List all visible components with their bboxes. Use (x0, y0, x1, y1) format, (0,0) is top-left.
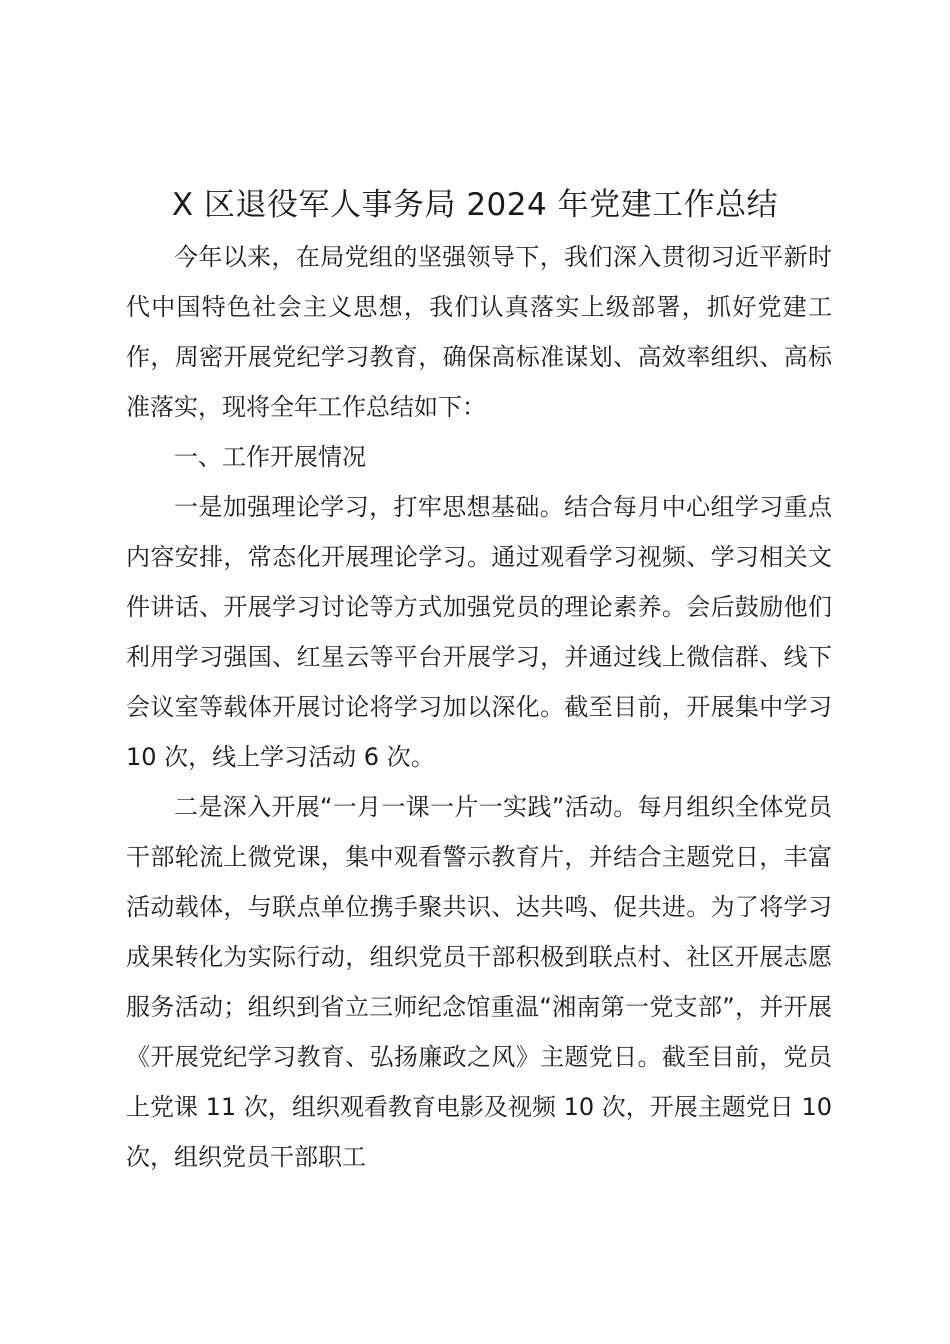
body-paragraph-theory-study: 一是加强理论学习，打牢思想基础。结合每月中心组学习重点内容安排，常态化开展理论学习。通过观看学习视频、学习相关文件讲话、开展学习讨论等方式加强党员的理论素养。会后鼓励他们利用学习强国、红星云等平台开展学习，并通过线上微信群、线下会议室等载体开展讨论将学习加以深化。截至目前，开展集中学习 10 次，线上学习活动 6 次。 (126, 493, 832, 771)
body-paragraph-monthly-activity: 二是深入开展“一月一课一片一实践”活动。每月组织全体党员干部轮流上微党课，集中观看警示教育片，并结合主题党日，丰富活动载体，与联点单位携手聚共识、达共鸣、促共进。为了将学习成果转化为实际行动，组织党员干部积极到联点村、社区开展志愿服务活动；组织到省立三师纪念馆重温“湘南第一党支部”，并开展《开展党纪学习教育、弘扬廉政之风》主题党日。截至目前，党员上党课 11 次，组织观看教育电影及视频 10 次，开展主题党日 10 次，组织党员干部职工 (126, 793, 832, 1171)
document-body (126, 232, 832, 1182)
intro-paragraph: 今年以来，在局党组的坚强领导下，我们深入贯彻习近平新时代中国特色社会主义思想，我们认真落实上级部署，抓好党建工作，周密开展党纪学习教育，确保高标准谋划、高效率组织、高标准落实，现将全年工作总结如下： (126, 243, 832, 421)
section-heading: 一、工作开展情况 (174, 443, 366, 471)
document-title: X 区退役军人事务局 2024 年党建工作总结 (171, 187, 779, 223)
